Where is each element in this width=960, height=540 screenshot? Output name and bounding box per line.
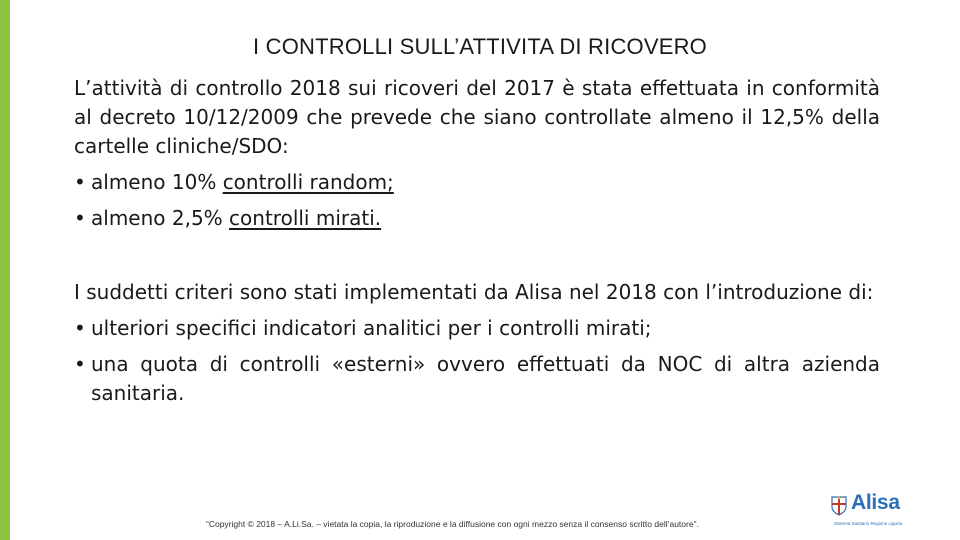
accent-bar (0, 0, 10, 540)
slide-title: I CONTROLLI SULL’ATTIVITA DI RICOVERO (252, 34, 707, 59)
second-paragraph: I suddetti criteri sono stati implementati da Alisa nel 2018 con l’introduzione di: (74, 280, 874, 304)
bullet-text (91, 204, 880, 233)
bullet-icon: • (74, 316, 86, 340)
spacer (74, 233, 880, 278)
list-item (74, 168, 880, 197)
list-item (74, 314, 880, 343)
logo-brand: Alisa (851, 491, 900, 514)
bullet-prefix: almeno 2,5% (91, 206, 230, 230)
copyright-notice: “Copyright © 2018 – A.Li.Sa. – vietata la copia, la riproduzione e la diffusione con ogni mezzo senza il consenso scritto dell’autore”. (206, 519, 699, 529)
bullet-icon: • (74, 206, 86, 230)
bullet-text: una quota di controlli «esterni» ovvero effettuati da NOC di altra azienda sanitaria. (91, 352, 880, 405)
liguria-emblem-icon (830, 495, 848, 517)
bullet-icon: • (74, 352, 86, 376)
list-item (74, 204, 880, 233)
alisa-logo (830, 493, 920, 527)
bullet-text: ulteriori specifici indicatori analitici per i controlli mirati; (91, 316, 652, 340)
bullet-text (91, 168, 880, 197)
bullet-icon: • (74, 170, 86, 194)
list-item (74, 350, 880, 408)
intro-paragraph: L’attività di controllo 2018 sui ricoveri del 2017 è stata effettuata in conformità al decreto 10/12/2009 che prevede che siano controllate almeno il 12,5% della cartelle cliniche/SDO: (74, 76, 880, 158)
slide-body (74, 74, 880, 408)
bullet-prefix: almeno 10% (91, 170, 223, 194)
logo-tagline: Sistema Sanitario Regione Liguria (834, 521, 903, 526)
bullet-underlined: controlli random; (222, 170, 394, 194)
bullet-underlined: controlli mirati. (229, 206, 382, 230)
